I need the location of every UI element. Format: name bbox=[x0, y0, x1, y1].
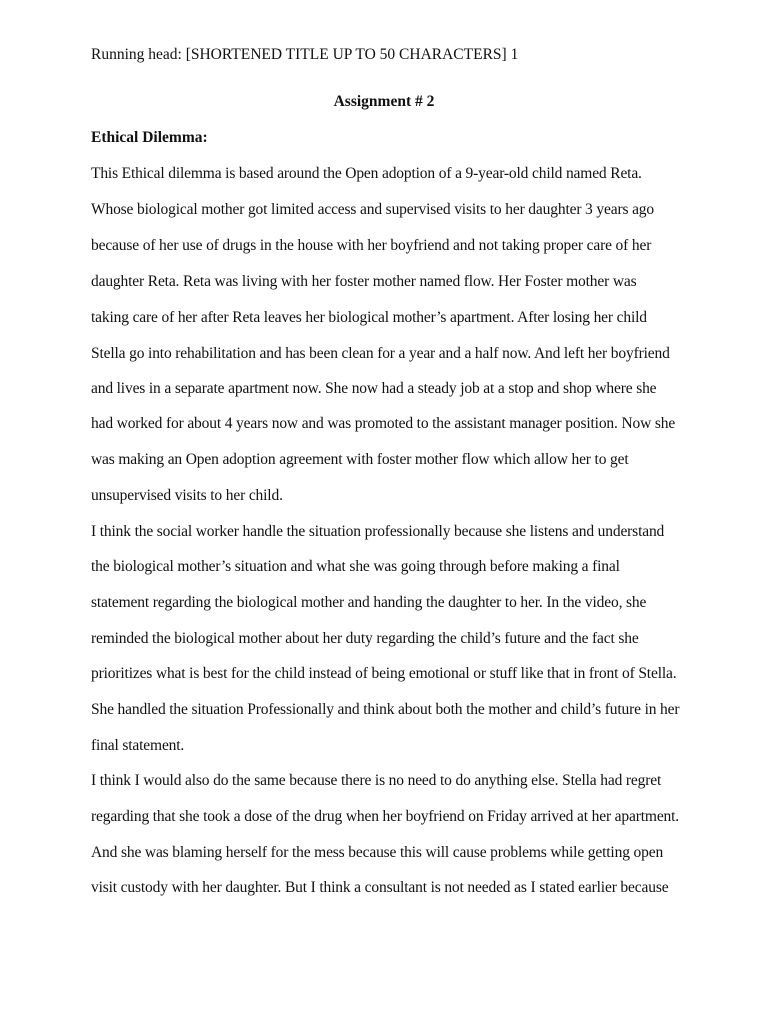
body-line-12: the biological mother’s situation and what she was going through before making a final bbox=[91, 558, 620, 575]
assignment-title: Assignment # 2 bbox=[333, 93, 435, 110]
body-line-10: unsupervised visits to her child. bbox=[91, 487, 283, 504]
body-line-14: reminded the biological mother about her duty regarding the child’s future and the fact she bbox=[91, 630, 639, 647]
body-line-18: I think I would also do the same because there is no need to do anything else. Stella had regret bbox=[91, 772, 662, 789]
body-line-2: Whose biological mother got limited access and supervised visits to her daughter 3 years ago bbox=[91, 201, 654, 218]
body-line-3: because of her use of drugs in the house with her boyfriend and not taking proper care of her bbox=[91, 237, 652, 254]
body-line-15: prioritizes what is best for the child instead of being emotional or stuff like that in front of Stella. bbox=[91, 665, 677, 682]
body-line-1: This Ethical dilemma is based around the Open adoption of a 9-year-old child named Reta. bbox=[91, 165, 642, 182]
body-line-6: Stella go into rehabilitation and has been clean for a year and a half now. And left her boyfriend bbox=[91, 345, 670, 362]
body-line-21: visit custody with her daughter. But I think a consultant is not needed as I stated earlier because bbox=[91, 879, 669, 896]
body-line-17: final statement. bbox=[91, 737, 185, 754]
body-line-7: and lives in a separate apartment now. She now had a steady job at a stop and shop where she bbox=[91, 380, 657, 397]
body-line-13: statement regarding the biological mother and handing the daughter to her. In the video, she bbox=[91, 594, 647, 611]
body-line-11: I think the social worker handle the situation professionally because she listens and understand bbox=[91, 523, 665, 540]
body-line-9: was making an Open adoption agreement with foster mother flow which allow her to get bbox=[91, 451, 629, 468]
body-line-5: taking care of her after Reta leaves her biological mother’s apartment. After losing her child bbox=[91, 309, 647, 326]
section-heading: Ethical Dilemma: bbox=[91, 129, 208, 146]
body-line-4: daughter Reta. Reta was living with her foster mother named flow. Her Foster mother was bbox=[91, 273, 637, 290]
body-line-19: regarding that she took a dose of the drug when her boyfriend on Friday arrived at her apartment. bbox=[91, 808, 680, 825]
body-line-8: had worked for about 4 years now and was promoted to the assistant manager position. Now she bbox=[91, 415, 676, 432]
running-head: Running head: [SHORTENED TITLE UP TO 50 CHARACTERS] 1 bbox=[91, 46, 519, 63]
body-line-20: And she was blaming herself for the mess because this will cause problems while getting open bbox=[91, 844, 664, 861]
body-line-16: She handled the situation Professionally and think about both the mother and child’s future in her bbox=[91, 701, 680, 718]
